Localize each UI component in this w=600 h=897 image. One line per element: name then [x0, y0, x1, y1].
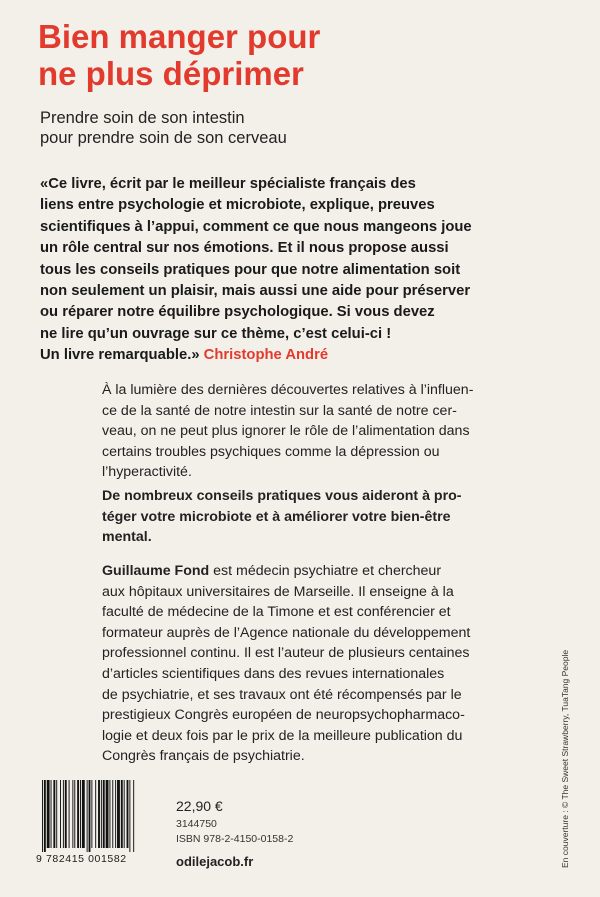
- barcode-bar: [77, 780, 79, 848]
- barcode-bar: [74, 780, 75, 848]
- cover-credit: En couverture : © The Sweet Strawberry, TuaTang People: [560, 649, 570, 868]
- paragraph-line: À la lumière des dernières découvertes relatives à l’influen-: [102, 382, 474, 398]
- barcode-bar: [109, 780, 110, 848]
- barcode-bar: [98, 780, 100, 848]
- paragraph-line: certains troubles psychiques comme la dépression ou: [102, 443, 440, 460]
- paragraph-line: d’articles scientifiques dans des revues internationales: [102, 665, 445, 682]
- barcode-bar: [80, 780, 81, 848]
- author-name: Guillaume Fond: [102, 563, 210, 579]
- barcode-bar: [95, 780, 96, 848]
- author-bio-paragraph: [102, 561, 562, 767]
- quote-line: scientifiques à l’appui, comment ce que nous mangeons joue: [40, 218, 472, 235]
- quote-line: non seulement un plaisir, mais aussi une aide pour préserver: [40, 283, 471, 300]
- barcode-bar: [69, 780, 70, 848]
- title-line-2: ne plus déprimer: [38, 55, 304, 92]
- paragraph-line: De nombreux conseils pratiques vous aideront à pro-: [102, 488, 462, 504]
- barcode-bar: [47, 780, 50, 848]
- barcode-bar: [56, 780, 57, 848]
- paragraph-line: formateur auprès de l’Agence nationale du développement: [102, 624, 471, 641]
- paragraph-line: professionnel continu. Il est l’auteur de plusieurs centaines: [102, 645, 470, 662]
- paragraph-line: téger votre microbiote et à améliorer votre bien-être: [102, 508, 451, 525]
- quote-line: liens entre psychologie et microbiote, explique, preuves: [40, 197, 435, 214]
- description-paragraph: [102, 380, 562, 483]
- title-line-1: Bien manger pour: [38, 18, 321, 55]
- paragraph-line: veau, on ne peut plus ignorer le rôle de l’alimentation dans: [102, 423, 470, 440]
- barcode-bar: [60, 780, 61, 848]
- subtitle-line-1: Prendre soin de son intestin: [40, 109, 245, 127]
- quote-line: tous les conseils pratiques pour que notre alimentation soit: [40, 261, 461, 278]
- quote-line: ou réparer notre équilibre psychologique. Si vous devez: [40, 304, 435, 321]
- quote-author: Christophe André: [203, 347, 329, 364]
- paragraph-line: de psychiatrie, et ses travaux ont été récompensés par le: [102, 686, 462, 703]
- barcode-bar: [133, 780, 134, 852]
- publisher-website[interactable]: odilejacob.fr: [176, 854, 254, 869]
- barcode-bar: [89, 780, 91, 852]
- paragraph-line: Congrès français de psychiatrie.: [102, 748, 305, 765]
- barcode-bar: [115, 780, 116, 848]
- highlight-paragraph: [102, 486, 562, 548]
- paragraph-line: aux hôpitaux universitaires de Marseille. Il enseigne à la: [102, 583, 454, 600]
- barcode-bar: [112, 780, 113, 848]
- barcode-number: 9 782415 001582: [36, 853, 127, 865]
- barcode-bar: [51, 780, 52, 848]
- barcode-bar: [42, 780, 43, 852]
- book-subtitle: [40, 108, 560, 148]
- price: 22,90 €: [176, 798, 223, 814]
- barcode-bar: [101, 780, 102, 848]
- barcode-bar: [87, 780, 88, 852]
- quote-line: «Ce livre, écrit par le meilleur spécialiste français des: [40, 176, 416, 192]
- barcode-bar: [63, 780, 64, 848]
- barcode-bar: [103, 780, 105, 848]
- barcode-bars: [36, 776, 162, 852]
- barcode-bar: [53, 780, 55, 848]
- subtitle-line-2: pour prendre soin de son cerveau: [40, 129, 287, 147]
- bio-first-line: est médecin psychiatre et chercheur: [209, 563, 442, 579]
- barcode-bar: [106, 780, 109, 848]
- barcode-bar: [82, 780, 85, 848]
- book-title: [38, 18, 558, 92]
- product-code: 3144750: [176, 818, 217, 830]
- barcode-bar: [129, 780, 130, 852]
- quote-line: ne lire qu’un ouvrage sur ce thème, c’est celui-ci !: [40, 325, 392, 342]
- barcode-bar: [72, 780, 73, 848]
- quote-line-last: [40, 345, 560, 366]
- barcode-bar: [117, 780, 120, 848]
- barcode-bar: [124, 780, 125, 848]
- paragraph-line: prestigieux Congrès européen de neuropsychopharmaco-: [102, 707, 465, 724]
- barcode-bar: [65, 780, 67, 848]
- barcode-bar: [91, 780, 92, 848]
- quote-end: Un livre remarquable.»: [40, 347, 200, 364]
- paragraph-line: mental.: [102, 529, 152, 546]
- paragraph-line: [102, 561, 562, 582]
- quote-line: un rôle central sur nos émotions. Et il nous propose aussi: [40, 240, 449, 257]
- isbn: ISBN 978-2-4150-0158-2: [176, 833, 294, 845]
- paragraph-line: ce de la santé de notre intestin sur la santé de notre cer-: [102, 402, 457, 419]
- paragraph-line: l’hyperactivité.: [102, 464, 192, 481]
- paragraph-line: logie et deux fois par le prix de la meilleure publication du: [102, 727, 463, 744]
- barcode-bar: [121, 780, 123, 848]
- endorsement-quote: [40, 174, 560, 367]
- paragraph-line: faculté de médecine de la Timone et est conférencier et: [102, 604, 451, 621]
- barcode-bar: [127, 780, 129, 848]
- barcode-bar: [44, 780, 46, 852]
